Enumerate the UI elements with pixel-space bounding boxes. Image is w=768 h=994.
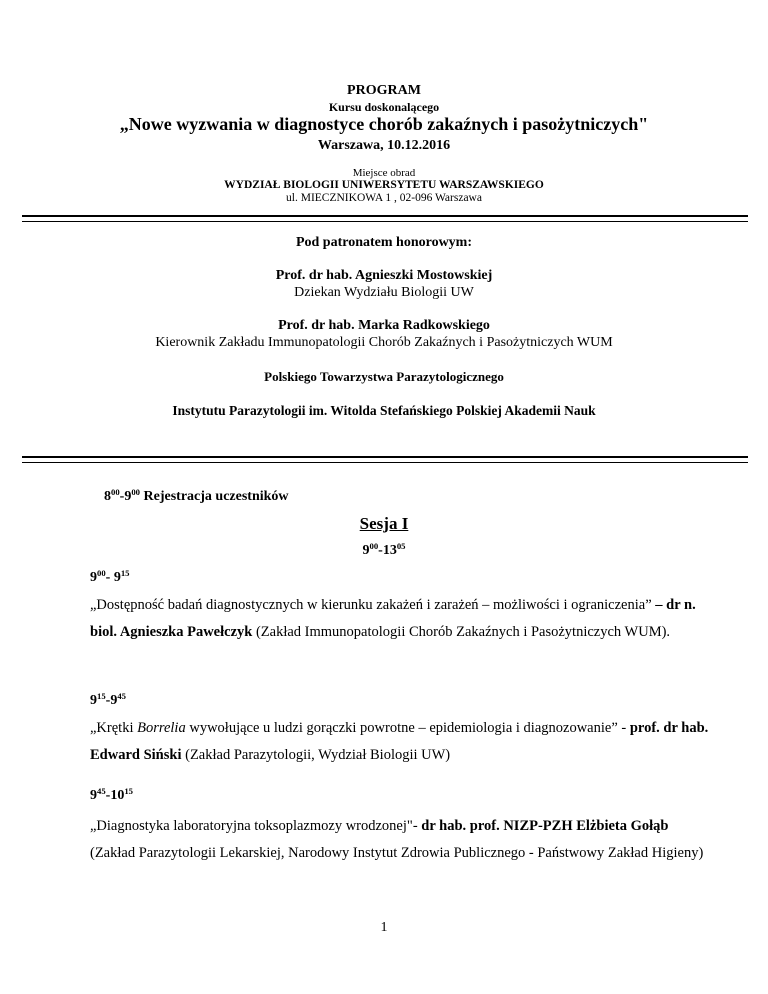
patron-org-2: Instytutu Parazytologii im. Witolda Stefańskiego Polskiej Akademii Nauk [172, 403, 596, 418]
page-number: 1 [380, 920, 388, 935]
talk-3-time: $9^{45}-10^{15}$ [90, 786, 134, 803]
registration-start: $8^{00}$ [104, 487, 120, 504]
talk-1-time: $9^{00}-$ $9^{15}$ [90, 568, 130, 585]
talk-1-title: „Dostępność badań diagnostycznych w kierunku zakażeń i zarażeń – możliwości i ograniczenia” [90, 597, 652, 613]
session-title: Sesja I [359, 514, 409, 533]
venue-label: Miejsce obrad [352, 167, 416, 179]
patronage-heading: Pod patronatem honorowym: [295, 235, 473, 250]
middle-rule-thick [22, 456, 748, 458]
talk-2-title: „Krętki Borrelia wywołujące u ludzi gorączki powrotne – epidemiologia i diagnozowanie” [90, 720, 618, 736]
top-rule-thin [22, 221, 748, 222]
talk-3-speaker: dr hab. prof. NIZP-PZH Elżbieta Gołąb [421, 818, 669, 834]
patron-1-role: Dziekan Wydziału Biologii UW [294, 285, 474, 300]
talk-2-speaker: prof. dr hab. Edward Siński [90, 720, 709, 763]
venue-address: ul. MIECZNIKOWA 1 , 02-096 Warszawa [286, 192, 482, 204]
talk-3-affiliation: (Zakład Parazytologii Lekarskiej, Narodowy Instytut Zdrowia Publicznego - Państwowy Zakład Higieny) [90, 845, 704, 861]
course-title: „Nowe wyzwania w diagnostyce chorób zakaźnych i pasożytniczych" [119, 114, 649, 134]
talk-1-affiliation: (Zakład Immunopatologii Chorób Zakaźnych i Pasożytniczych WUM). [252, 624, 671, 640]
top-rule-thick [22, 215, 748, 217]
talk-2-time: $9^{15}-9^{45}$ [90, 691, 127, 708]
talk-3: „Diagnostyka laboratoryjna toksoplazmozy wrodzonej"- dr hab. prof. NIZP-PZH Elżbieta Gołąb (Zakład Parazytologii Lekarskiej, Narodowy Instytut Zdrowia Publicznego - Państwowy Zakład Higieny) [90, 818, 704, 861]
talk-1-speaker: dr n. biol. Agnieszka Pawełczyk [90, 597, 696, 640]
patron-2-role: Kierownik Zakładu Immunopatologii Chorób Zakaźnych i Pasożytniczych WUM [155, 335, 613, 350]
registration-label: Rejestracja uczestników [140, 489, 289, 504]
talk-1: „Dostępność badań diagnostycznych w kierunku zakażeń i zarażeń – możliwości i ograniczenia” – dr n. biol. Agnieszka Pawełczyk (Zakład Immunopatologii Chorób Zakaźnych i Pasożytniczych WUM). [90, 597, 696, 640]
talk-3-title: „Diagnostyka laboratoryjna toksoplazmozy wrodzonej" [90, 818, 413, 834]
middle-rule-thin [22, 462, 748, 463]
patron-1-name: Prof. dr hab. Agnieszki Mostowskiej [275, 268, 493, 283]
talk-2-affiliation: (Zakład Parazytologii, Wydział Biologii UW) [181, 747, 451, 763]
program-heading: PROGRAM [347, 83, 421, 98]
patron-2-name: Prof. dr hab. Marka Radkowskiego [278, 318, 490, 333]
session-time: $9^{00}-13^{05}$ [362, 541, 406, 558]
course-kind: Kursu doskonalącego [328, 100, 440, 114]
place-date: Warszawa, 10.12.2016 [317, 138, 451, 153]
talk-2: „Krętki Borrelia wywołujące u ludzi gorączki powrotne – epidemiologia i diagnozowanie” - prof. dr hab. Edward Siński (Zakład Parazytologii, Wydział Biologii UW) [90, 720, 709, 763]
patron-org-1: Polskiego Towarzystwa Parazytologicznego [264, 369, 504, 384]
registration-line: $8^{00}-9^{00}$ Rejestracja uczestników [104, 487, 289, 504]
registration-end: $9^{00}$ [124, 487, 141, 504]
venue-name: WYDZIAŁ BIOLOGII UNIWERSYTETU WARSZAWSKIEGO [224, 179, 544, 191]
